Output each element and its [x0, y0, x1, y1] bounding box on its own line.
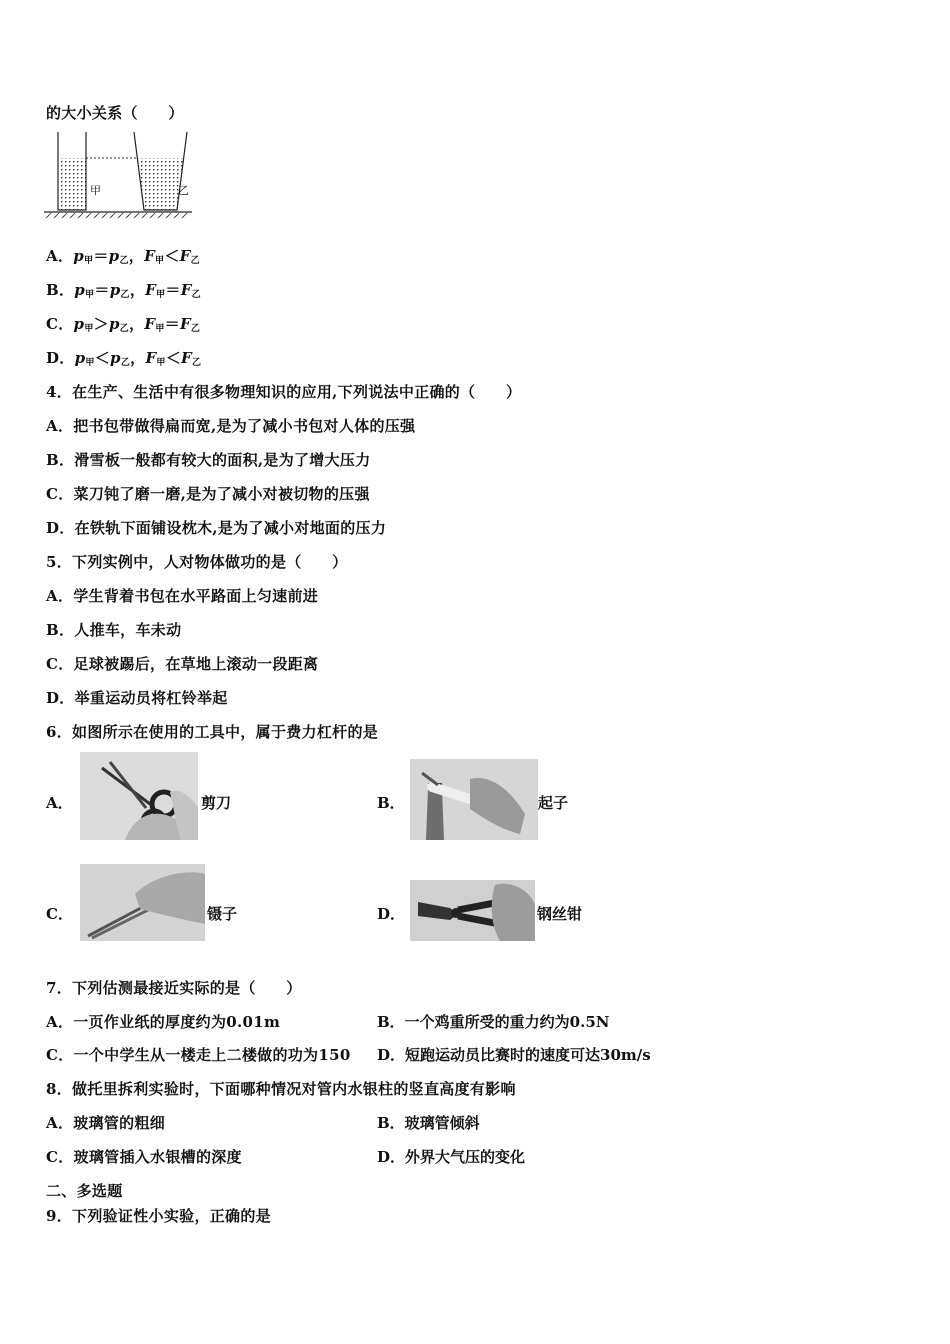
q7-option-c: C．一个中学生从一楼走上二楼做的功为150 — [46, 1046, 351, 1064]
left-container-liquid — [58, 158, 86, 210]
q6-option-a-label: 剪刀 — [201, 794, 232, 812]
q8-option-b: B．玻璃管倾斜 — [377, 1114, 480, 1132]
q6-option-d-letter: D． — [377, 905, 406, 923]
q4-option-d: D．在铁轨下面铺设枕木,是为了减小对地面的压力 — [46, 519, 387, 537]
q5-option-b: B．人推车，车未动 — [46, 621, 182, 639]
q4-stem: 4．在生产、生活中有很多物理知识的应用,下列说法中正确的（ ） — [46, 383, 522, 401]
q8-stem: 8．做托里拆利实验时，下面哪种情况对管内水银柱的竖直高度有影响 — [46, 1080, 516, 1098]
q8-option-d: D．外界大气压的变化 — [377, 1148, 526, 1166]
q3-option-d: D．$p_甲<p_乙$，$F_甲<F_乙$ — [46, 349, 202, 368]
tweezers-photo — [80, 864, 205, 941]
q5-option-d: D．举重运动员将杠铃举起 — [46, 689, 228, 707]
q6-option-c-label: 镊子 — [207, 905, 238, 923]
q7-stem: 7．下列估测最接近实际的是（ ） — [46, 979, 302, 997]
q7-option-d: D．短跑运动员比赛时的速度可达30m/s — [377, 1046, 651, 1064]
q6-stem: 6．如图所示在使用的工具中，属于费力杠杆的是 — [46, 723, 379, 741]
q6-option-a-letter: A． — [46, 794, 73, 812]
bottle-opener-photo — [410, 759, 538, 840]
q3-option-b: B．$p_甲=p_乙$，$F_甲=F_乙$ — [46, 281, 201, 300]
section-title-multiple-choice: 二、多选题 — [46, 1182, 123, 1200]
q6-option-b-label: 起子 — [538, 794, 569, 812]
q9-stem: 9．下列验证性小实验，正确的是 — [46, 1207, 271, 1225]
q5-option-a: A．学生背着书包在水平路面上匀速前进 — [46, 587, 319, 605]
q6-option-b-letter: B． — [377, 794, 405, 812]
left-container-label: 甲 — [90, 184, 101, 197]
q5-stem: 5．下列实例中，人对物体做功的是（ ） — [46, 553, 348, 571]
q3-container-figure — [44, 128, 194, 220]
q6-option-d-label: 钢丝钳 — [537, 905, 583, 923]
scissors-photo — [80, 752, 198, 840]
q8-option-a: A．玻璃管的粗细 — [46, 1114, 166, 1132]
q4-option-b: B．滑雪板一般都有较大的面积,是为了增大压力 — [46, 451, 371, 469]
q3-option-c: C．$p_甲>p_乙$，$F_甲=F_乙$ — [46, 315, 201, 334]
q7-option-a: A．一页作业纸的厚度约为0.01m — [46, 1013, 281, 1031]
q7-option-b: B．一个鸡重所受的重力约为0.5N — [377, 1013, 610, 1031]
q4-option-c: C．菜刀钝了磨一磨,是为了减小对被切物的压强 — [46, 485, 370, 503]
q3-option-a: A．$p_甲=p_乙$，$F_甲<F_乙$ — [46, 247, 200, 266]
q8-option-c: C．玻璃管插入水银槽的深度 — [46, 1148, 242, 1166]
q3-stem-tail: 的大小关系（ ） — [46, 104, 184, 122]
q5-option-c: C．足球被踢后，在草地上滚动一段距离 — [46, 655, 319, 673]
right-container-label: 乙 — [178, 184, 189, 197]
q4-option-a: A．把书包带做得扁而宽,是为了减小书包对人体的压强 — [46, 417, 416, 435]
right-container-liquid — [137, 158, 184, 210]
pliers-photo — [410, 880, 535, 941]
q6-option-c-letter: C． — [46, 905, 73, 923]
